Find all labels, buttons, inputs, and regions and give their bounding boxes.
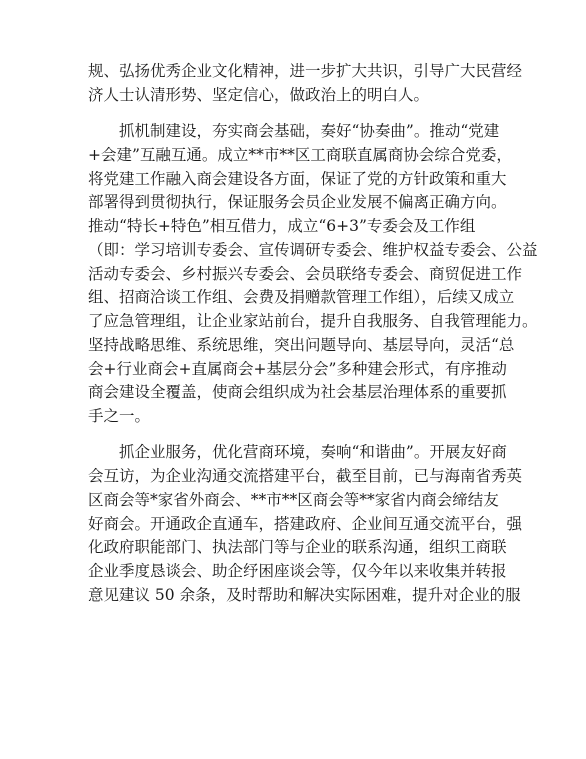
text-line: 部署得到贯彻执行，保证服务会员企业发展不偏离正确方向。 [88, 193, 507, 212]
text-line: 组、招商洽谈工作组、会费及捐赠款管理工作组），后续又成立 [88, 288, 515, 307]
text-line: 坚持战略思维、系统思维，突出问题导向、基层导向，灵活“总 [88, 335, 515, 354]
paragraph-ideology [88, 60, 523, 108]
text-line: +会建”互融互通。成立**市**区工商联直属商协会综合党委， [88, 145, 512, 164]
text-line: 意见建议 50 余条，及时帮助和解决实际困难，提升对企业的服 [88, 585, 521, 604]
text-line: 抓机制建设，夯实商会基础，奏好“协奏曲”。推动“党建 [119, 122, 500, 140]
paragraph-spacer [88, 429, 508, 442]
text-line: 规、弘扬优秀企业文化精神，进一步扩大共识，引导广大民营经 [88, 62, 523, 80]
text-line: 抓企业服务，优化营商环境，奏响“和谐曲”。开展友好商 [119, 443, 507, 462]
text-line: 区商会等*家省外商会、**市**区商会等**家省内商会缔结友 [88, 490, 499, 509]
paragraph-mechanism-building [88, 120, 538, 429]
text-line: 推动“特长+特色”相互借力，成立“6+3”专委会及工作组 [88, 217, 476, 235]
text-line: 商会建设全覆盖，使商会组织成为社会基层治理体系的重要抓 [88, 383, 507, 402]
text-line: 企业季度恳谈会、助企纾困座谈会等，仅今年以来收集并转报 [88, 562, 507, 580]
text-line: 手之一。 [88, 407, 151, 425]
document-body [88, 60, 538, 608]
paragraph-enterprise-service [88, 441, 523, 607]
text-line: 好商会。开通政企直通车，搭建政府、企业间互通交流平台，强 [88, 514, 523, 533]
text-line: 会+行业商会+直属商会+基层分会”多种建会形式，有序推动 [88, 359, 507, 378]
text-line: 会互访，为企业沟通交流搭建平台，截至目前，已与海南省秀英 [88, 467, 523, 485]
text-line: 济人士认清形势、坚定信心，做政治上的明白人。 [88, 85, 430, 104]
text-line: 化政府职能部门、执法部门等与企业的联系沟通，组织工商联 [88, 538, 507, 557]
text-line: 将党建工作融入商会建设各方面，保证了党的方针政策和重大 [88, 169, 507, 188]
text-line: （即：学习培训专委会、宣传调研专委会、维护权益专委会、公益 [88, 240, 538, 259]
text-line: 了应急管理组，让企业家站前台，提升自我服务、自我管理能力。 [88, 312, 538, 330]
text-line: 活动专委会、乡村振兴专委会、会员联络专委会、商贸促进工作 [88, 264, 523, 283]
paragraph-spacer [88, 108, 508, 121]
